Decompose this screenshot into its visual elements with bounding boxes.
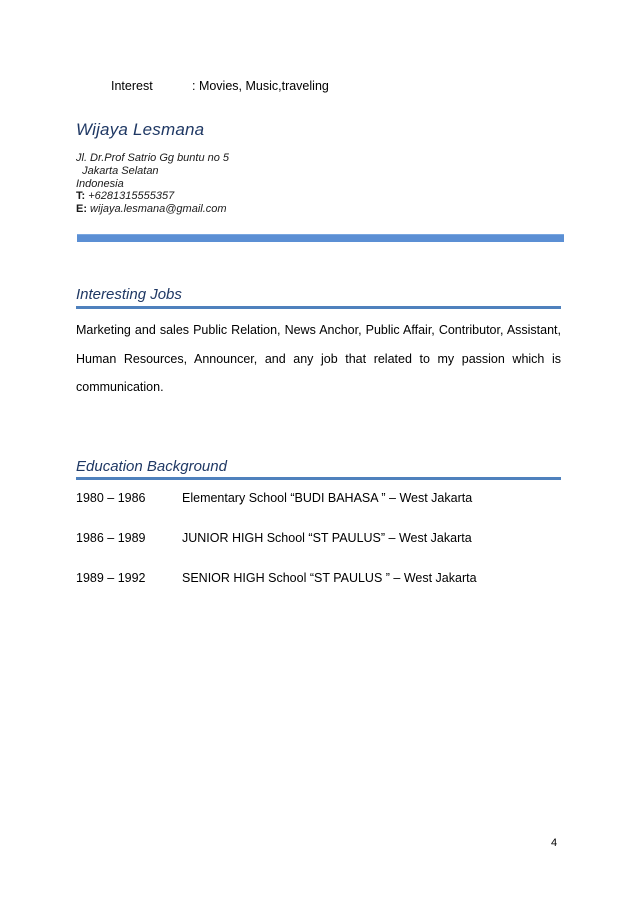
phone-value: +6281315555357: [85, 190, 175, 203]
contact-name: Wijaya Lesmana: [76, 120, 205, 139]
email-line: [76, 203, 229, 216]
phone-line: [76, 190, 229, 203]
address-line-2: Jakarta Selatan: [76, 164, 159, 177]
jobs-paragraph: Marketing and sales Public Relation, News Anchor, Public Affair, Contributor, Assistant, Human Resources, Announcer, and any job that related to my passion which is communication.: [76, 323, 561, 394]
jobs-section-title: Interesting Jobs: [76, 286, 182, 303]
address-country: Indonesia: [76, 177, 124, 190]
page-number: 4: [551, 837, 558, 849]
education-section-title: Education Background: [76, 458, 227, 475]
education-years: 1986 – 1989: [76, 531, 146, 545]
education-school: SENIOR HIGH School “ST PAULUS ” – West Jakarta: [182, 571, 477, 585]
phone-label: T:: [76, 190, 86, 203]
interest-label: Interest: [111, 79, 153, 93]
education-school: JUNIOR HIGH School “ST PAULUS” – West Jakarta: [182, 531, 472, 545]
education-years: 1989 – 1992: [76, 571, 146, 585]
address-line-1: Jl. Dr.Prof Satrio Gg buntu no 5: [76, 152, 230, 164]
email-value: wijaya.lesmana@gmail.com: [87, 203, 227, 216]
education-years: 1980 – 1986: [76, 491, 146, 505]
education-divider: [76, 477, 561, 480]
education-school: Elementary School “BUDI BAHASA ” – West Jakarta: [182, 491, 473, 505]
jobs-divider: [76, 306, 561, 309]
header-divider: [77, 234, 564, 242]
email-label: E:: [76, 203, 87, 216]
contact-block: [76, 152, 229, 216]
interest-value: : Movies, Music,traveling: [192, 79, 329, 93]
